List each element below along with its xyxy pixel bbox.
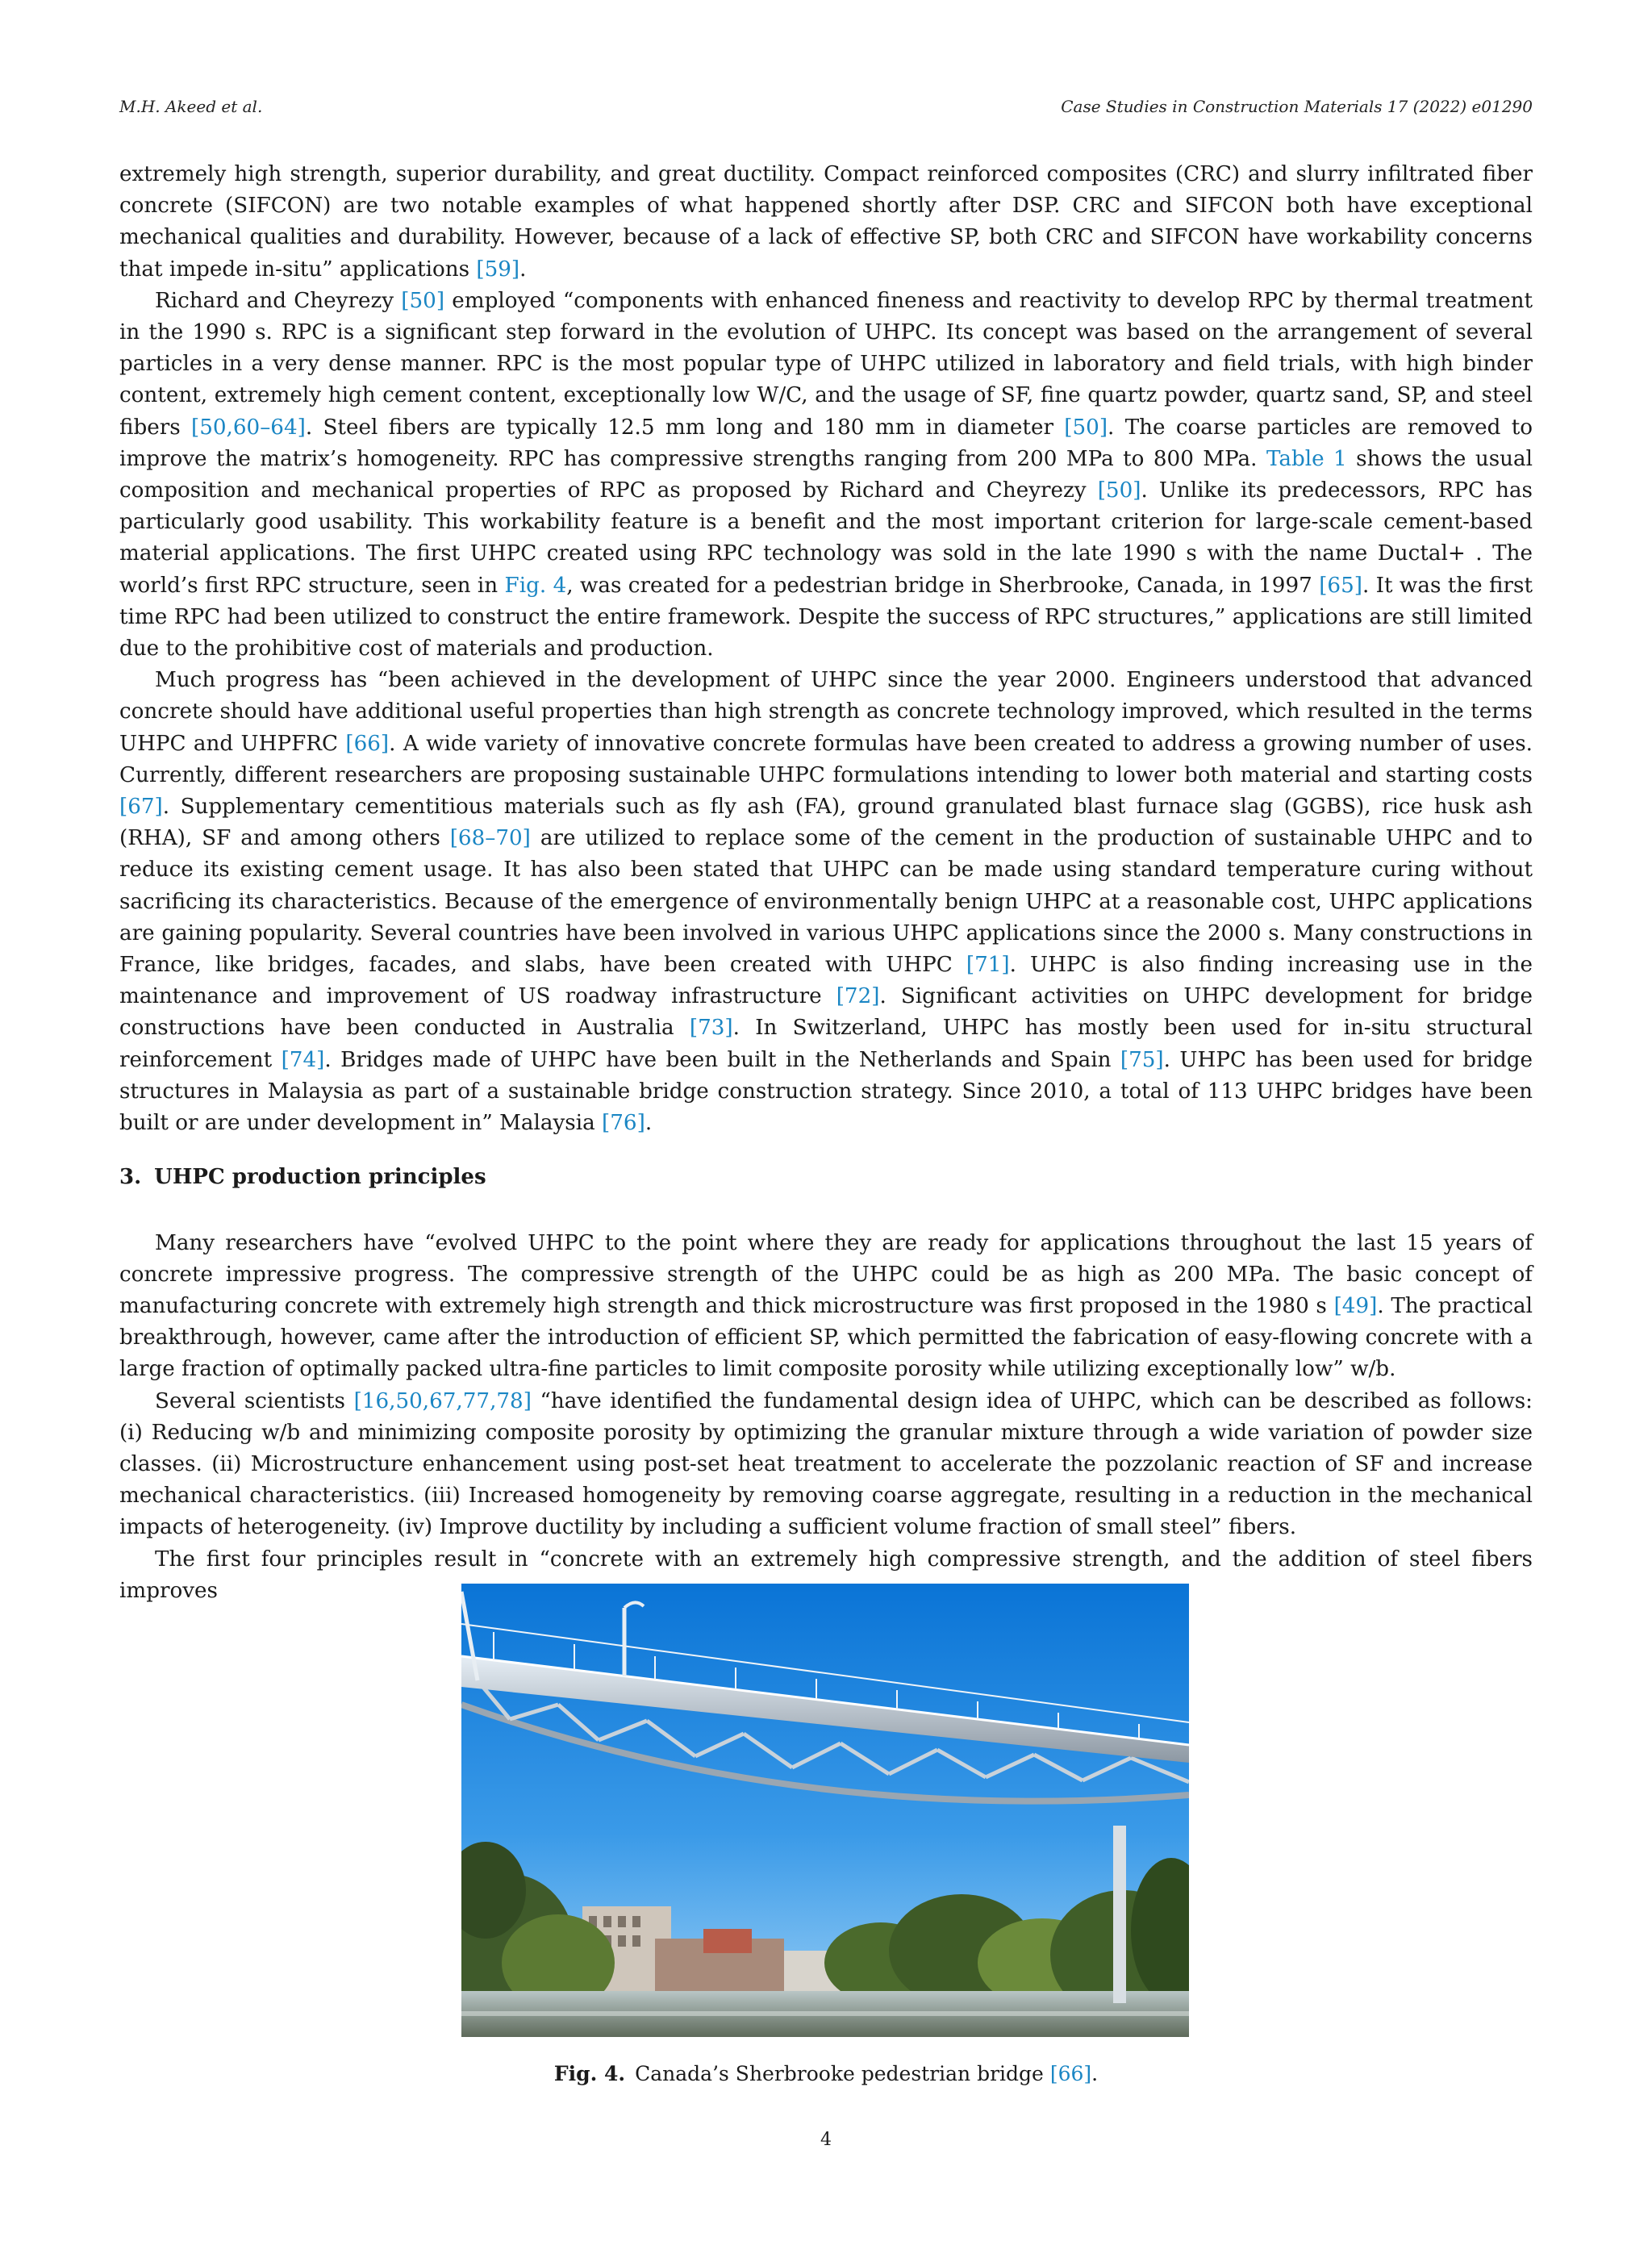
paragraph-text: . A wide variety of innovative concrete formulas have been created to address a growing number of uses. Currently, different researchers are proposing sustainable UHPC formulations intending to lower both material and starting costs: [119, 731, 1533, 787]
article-body: [119, 159, 1533, 1607]
figure-label: Fig. 4.: [553, 2062, 626, 2085]
citation-link[interactable]: [68–70]: [449, 826, 531, 851]
paragraph-text: are utilized to replace some of the cement in the production of sustainable UHPC and to reduce its existing cement usage. It has also been stated that UHPC can be made using standard temperature curing without sacrificing its characteristics. Because of the emergence of environmentally benign UHPC at a reasonable cost, UHPC applications are gaining popularity. Several countries have been involved in various UHPC applications since the 2000 s. Many constructions in France, like bridges, facades, and slabs, have been created with UHPC: [119, 826, 1533, 978]
paragraph-text: .: [645, 1111, 653, 1136]
body-paragraph: [119, 286, 1533, 665]
paragraph-text: .: [519, 257, 527, 282]
paragraph-text: Much progress has “been achieved in the development of UHPC since the year 2000. Engineers understood that advanced concrete should have additional useful properties than high strength as concrete technology improved, which resulted in the terms UHPC and UHPFRC: [119, 668, 1533, 756]
paragraph-text: . UHPC has been used for bridge structures in Malaysia as part of a sustainable bridge construction strategy. Since 2010, a total of 113 UHPC bridges have been built or are under development in” Malaysia: [119, 1047, 1533, 1136]
citation-link[interactable]: [16,50,67,77,78]: [353, 1388, 532, 1413]
citation-link[interactable]: [73]: [689, 1016, 733, 1041]
figure-caption-citation-link[interactable]: [66]: [1049, 2062, 1092, 2085]
header-journal: Case Studies in Construction Materials 17 (2022) e01290: [1061, 97, 1533, 116]
paragraph-text: shows the usual composition and mechanical properties of RPC as proposed by Richard and Cheyrezy: [119, 446, 1533, 503]
citation-link[interactable]: [50]: [401, 288, 445, 313]
figure-caption-text: Canada’s Sherbrooke pedestrian bridge: [635, 2062, 1050, 2085]
citation-link[interactable]: [74]: [281, 1047, 325, 1072]
paragraph-text: extremely high strength, superior durability, and great ductility. Compact reinforced composites (CRC) and slurry infiltrated fiber concrete (SIFCON) are two notable examples of what happened shortly after DSP. CRC and SIFCON both have exceptional mechanical qualities and durability. However, because of a lack of effective SP, both CRC and SIFCON have workability concerns that impede in-situ” applications: [119, 162, 1533, 282]
citation-link[interactable]: [50,60–64]: [191, 415, 306, 440]
paragraph-text: . Significant activities on UHPC development for bridge constructions have been conducted in Australia: [119, 984, 1533, 1041]
paragraph-text: . Bridges made of UHPC have been built in the Netherlands and Spain: [324, 1047, 1120, 1072]
paragraph-text: . The coarse particles are removed to improve the matrix’s homogeneity. RPC has compressive strengths ranging from 200 MPa to 800 MPa.: [119, 415, 1533, 471]
citation-link[interactable]: Fig. 4: [504, 573, 567, 598]
paragraph-text: . Unlike its predecessors, RPC has particularly good usability. This workability feature is a benefit and the most important criterion for large-scale cement-based material applications. The first UHPC created using RPC technology was sold in the late 1990 s with the name Ductal+ . The world’s first RPC structure, seen in: [119, 478, 1533, 598]
body-paragraph: [119, 159, 1533, 286]
paragraph-text: . UHPC is also finding increasing use in the maintenance and improvement of US roadway infrastructure: [119, 953, 1533, 1009]
paragraph-text: . In Switzerland, UHPC has mostly been used for in-situ structural reinforcement: [119, 1016, 1533, 1072]
citation-link[interactable]: [50]: [1064, 415, 1108, 440]
paragraph-text: employed “components with enhanced fineness and reactivity to develop RPC by thermal treatment in the 1990 s. RPC is a significant step forward in the evolution of UHPC. Its concept was based on the arrangement of several particles in a very dense manner. RPC is the most popular type of UHPC utilized in laboratory and field trials, with high binder content, extremely high cement content, exceptionally low W/C, and the usage of SF, fine quartz powder, quartz sand, SP, and steel fibers: [119, 288, 1533, 440]
body-paragraph: [119, 665, 1533, 1139]
paragraph-text: Several scientists: [155, 1388, 354, 1413]
citation-link[interactable]: [75]: [1120, 1047, 1164, 1072]
section-heading: [119, 1162, 1533, 1193]
citation-link[interactable]: [49]: [1333, 1293, 1378, 1318]
paragraph-text: . The practical breakthrough, however, came after the introduction of efficient SP, which permitted the fabrication of easy-flowing concrete with a large fraction of optimally packed ultra-fine particles to limit composite porosity while utilizing exceptionally low” w/b.: [119, 1293, 1533, 1382]
bridge-photo-image: [461, 1584, 1189, 2037]
section-number: 3.: [119, 1165, 142, 1190]
citation-link[interactable]: [65]: [1319, 573, 1362, 598]
paragraph-text: Many researchers have “evolved UHPC to the point where they are ready for applications throughout the last 15 years of concrete impressive progress. The compressive strength of the UHPC could be as high as 200 MPa. The basic concept of manufacturing concrete with extremely high strength and thick microstructure was first proposed in the 1980 s: [119, 1230, 1533, 1318]
citation-link[interactable]: [76]: [602, 1111, 645, 1136]
paragraph-text: “have identified the fundamental design idea of UHPC, which can be described as follows: (i) Reducing w/b and minimizing composite porosity by optimizing the granular mixture through a wide variation of powder size classes. (ii) Microstructure enhancement using post-set heat treatment to accelerate the pozzolanic reaction of SF and increase mechanical characteristics. (iii) Increased homogeneity by removing coarse aggregate, resulting in a reduction in the mechanical impacts of heterogeneity. (iv) Improve ductility by including a sufficient volume fraction of small steel” fibers.: [119, 1388, 1533, 1540]
figure-caption-end: .: [1091, 2062, 1099, 2085]
paragraph-text: , was created for a pedestrian bridge in Sherbrooke, Canada, in 1997: [566, 573, 1320, 598]
citation-link[interactable]: [71]: [966, 953, 1010, 978]
figure-caption: [0, 2062, 1652, 2085]
citation-link[interactable]: [72]: [836, 984, 880, 1009]
header-authors: M.H. Akeed et al.: [119, 97, 263, 116]
page-number: 4: [820, 2130, 832, 2150]
body-paragraph: [119, 1228, 1533, 1386]
citation-link[interactable]: [67]: [119, 795, 163, 820]
citation-link[interactable]: [50]: [1097, 478, 1141, 503]
body-paragraph: [119, 1386, 1533, 1544]
paragraph-text: Richard and Cheyrezy: [155, 288, 402, 313]
section-title: UHPC production principles: [154, 1165, 486, 1190]
paragraph-text: . Supplementary cementitious materials such as fly ash (FA), ground granulated blast furnace slag (GGBS), rice husk ash (RHA), SF and among others: [119, 795, 1533, 851]
paragraph-text: . It was the first time RPC had been utilized to construct the entire framework. Despite the success of RPC structures,” applications are still limited due to the prohibitive cost of materials and production.: [119, 573, 1533, 662]
paragraph-text: The first four principles result in “concrete with an extremely high compressive strength, and the addition of steel fibers improves: [119, 1546, 1533, 1603]
citation-link[interactable]: [59]: [476, 257, 520, 282]
citation-link[interactable]: [66]: [345, 731, 390, 756]
running-header: [119, 97, 1533, 129]
paragraph-text: . Steel fibers are typically 12.5 mm long and 180 mm in diameter: [305, 415, 1065, 440]
citation-link[interactable]: Table 1: [1266, 446, 1347, 471]
figure-bridge-photo: [461, 1584, 1189, 2037]
